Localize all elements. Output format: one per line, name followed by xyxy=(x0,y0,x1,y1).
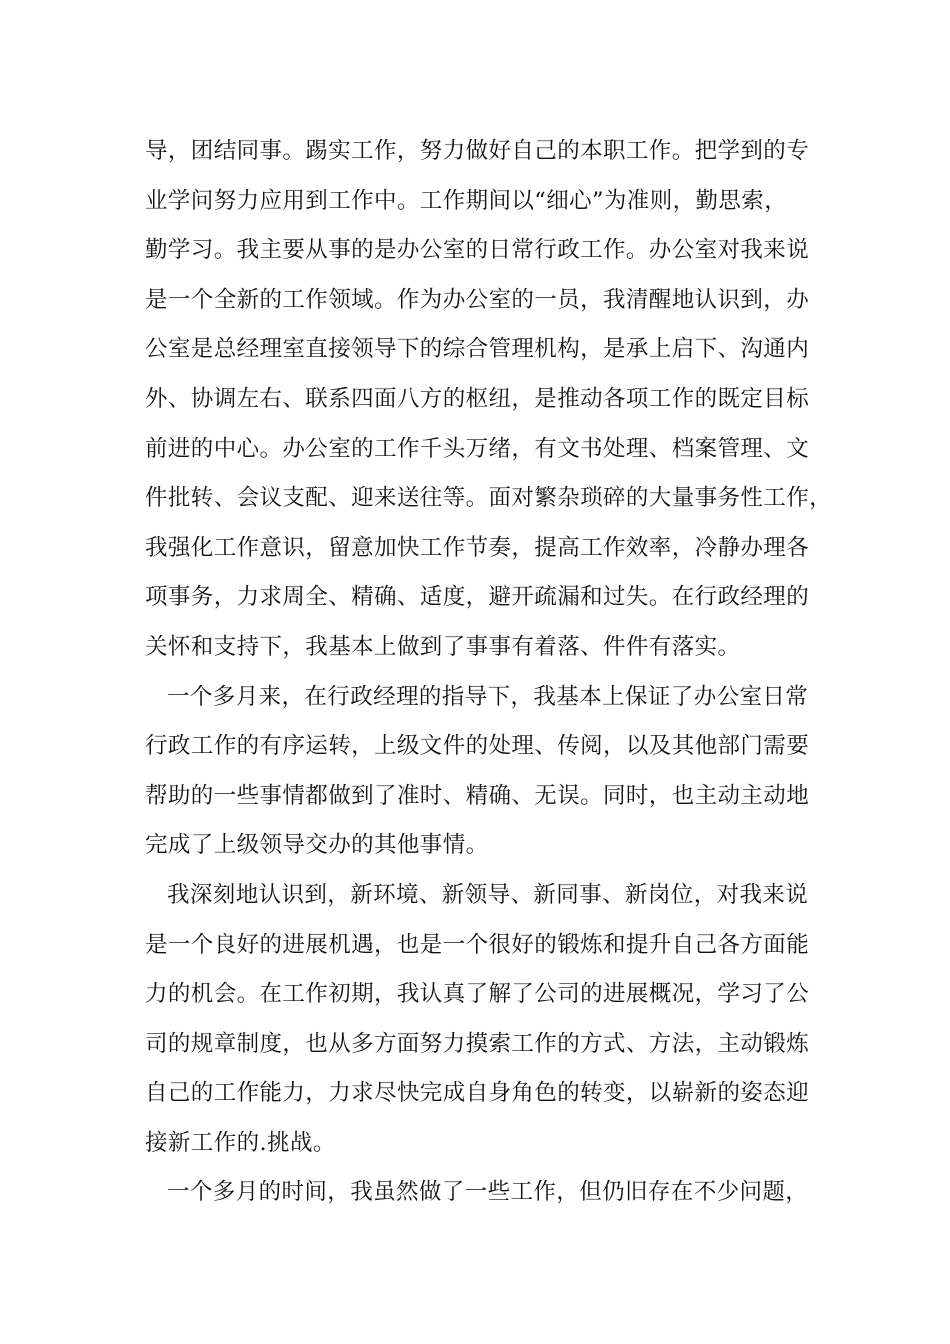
text-line: 外、协调左右、联系四面八方的枢纽，是推动各项工作的既定目标 xyxy=(145,385,810,412)
text-line: 完成了上级领导交办的其他事情。 xyxy=(145,832,489,859)
text-line: 司的规章制度，也从多方面努力摸索工作的方式、方法，主动锻炼 xyxy=(145,1030,810,1057)
text-line: 我强化工作意识，留意加快工作节奏，提高工作效率，冷静办理各 xyxy=(145,534,810,561)
document-body xyxy=(145,127,833,1218)
text-line: 公室是总经理室直接领导下的综合管理机构，是承上启下、沟通内 xyxy=(145,336,810,363)
text-line: 力的机会。在工作初期，我认真了解了公司的进展概况，学习了公 xyxy=(145,981,810,1008)
text-line: 是一个全新的工作领域。作为办公室的一员，我清醒地认识到，办 xyxy=(145,286,810,313)
text-line: 导，团结同事。踢实工作，努力做好自己的本职工作。把学到的专 xyxy=(145,138,810,164)
text-line: 项事务，力求周全、精确、适度，避开疏漏和过失。在行政经理的 xyxy=(145,584,810,611)
text-line: 自己的工作能力，力求尽快完成自身角色的转变，以崭新的姿态迎 xyxy=(145,1080,810,1107)
text-line: 是一个良好的进展机遇，也是一个很好的锻炼和提升自己各方面能 xyxy=(145,931,810,958)
text-line-indented: 一个多月来，在行政经理的指导下，我基本上保证了办公室日常 xyxy=(167,683,809,710)
text-line: 行政工作的有序运转，上级文件的处理、传阅，以及其他部门需要 xyxy=(145,733,810,760)
text-line-indented: 我深刻地认识到，新环境、新领导、新同事、新岗位，对我来说 xyxy=(167,881,809,908)
text-line: 件批转、会议支配、迎来送往等。面对繁杂琐碎的大量事务性工作， xyxy=(145,485,833,512)
text-line-indented: 一个多月的时间，我虽然做了一些工作，但仍旧存在不少问题， xyxy=(167,1179,809,1206)
text-line: 业学问努力应用到工作中。工作期间以“细心”为准则，勤思索， xyxy=(145,187,788,214)
text-line: 接新工作的.挑战。 xyxy=(145,1129,336,1156)
text-line: 帮助的一些事情都做到了准时、精确、无误。同时，也主动主动地 xyxy=(145,782,810,809)
text-line: 前进的中心。办公室的工作千头万绪，有文书处理、档案管理、文 xyxy=(145,435,810,462)
text-line: 勤学习。我主要从事的是办公室的日常行政工作。办公室对我来说 xyxy=(145,237,810,264)
text-line: 关怀和支持下，我基本上做到了事事有着落、件件有落实。 xyxy=(145,633,741,660)
